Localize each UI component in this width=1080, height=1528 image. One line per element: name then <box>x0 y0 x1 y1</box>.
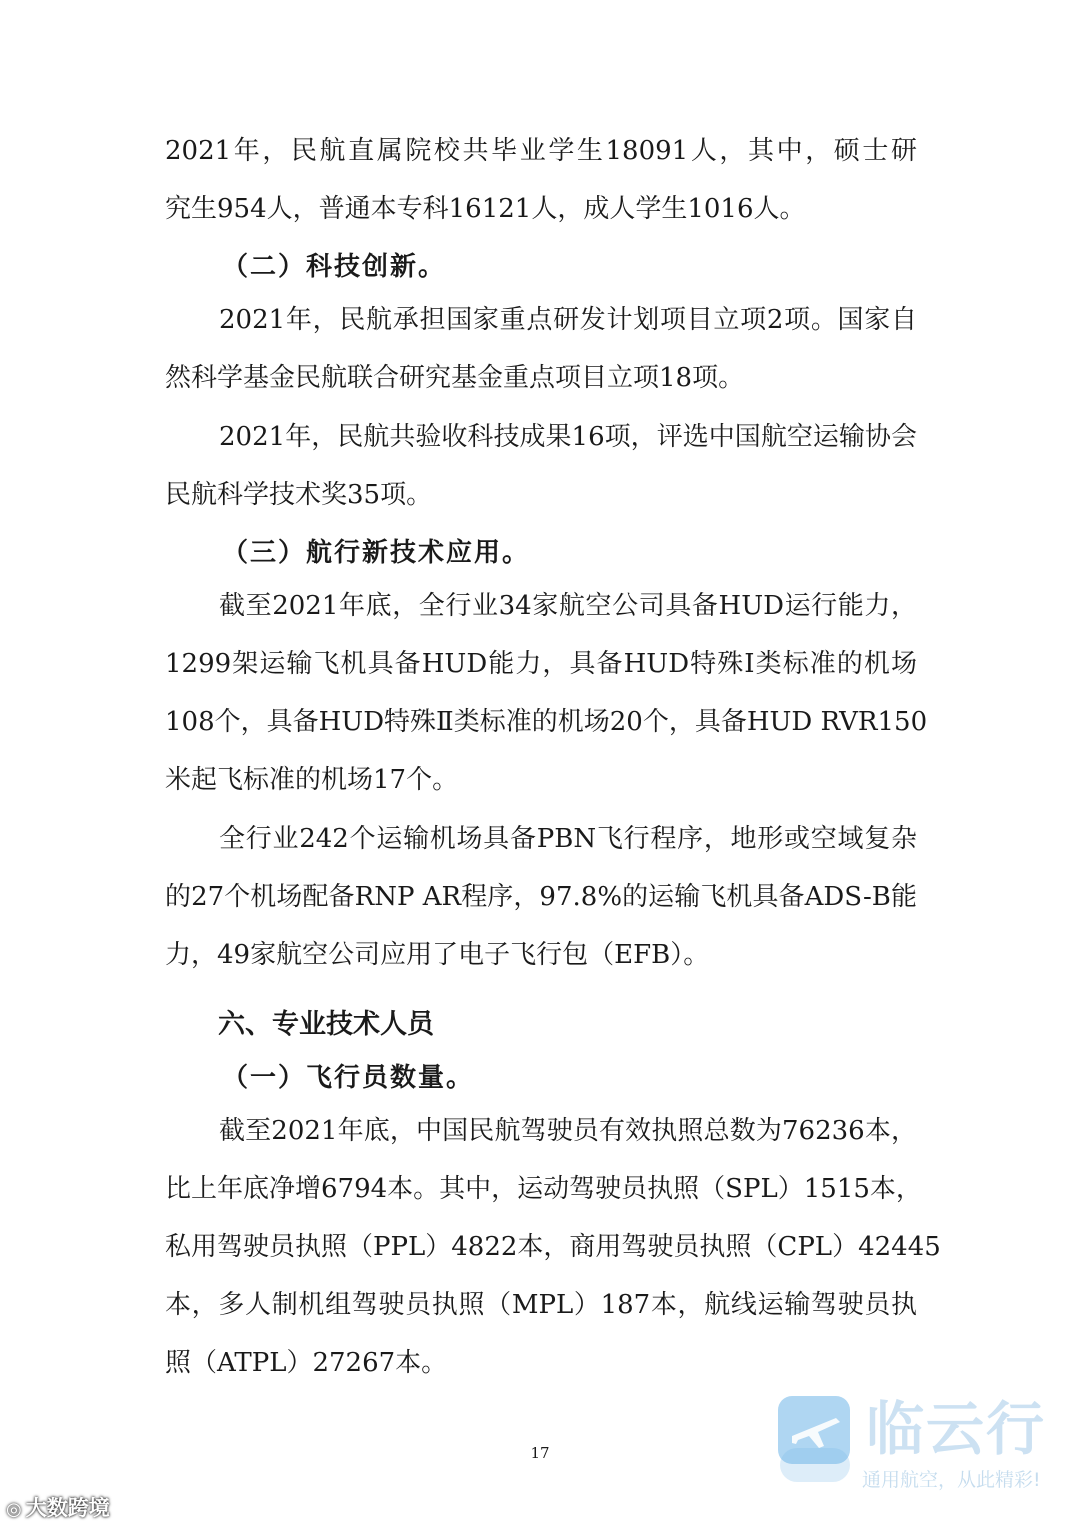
paragraph-line: 米起飞标准的机场17个。 <box>165 765 459 795</box>
paragraph-line: 2021年，民航共验收科技成果16项，评选中国航空运输协会 <box>219 422 917 452</box>
paragraph-line: 2021年，民航直属院校共毕业学生18091人，其中，硕士研 <box>165 136 917 166</box>
subheading-pilot-count: （一）飞行员数量。 <box>222 1063 475 1093</box>
paragraph-line: 力，49家航空公司应用了电子飞行包（EFB）。 <box>165 940 710 970</box>
paragraph-line: 民航科学技术奖35项。 <box>165 480 433 510</box>
paragraph-line: 的27个机场配备RNP AR程序，97.8%的运输飞机具备ADS-B能 <box>165 882 917 912</box>
paragraph-line: 全行业242个运输机场具备PBN飞行程序，地形或空域复杂 <box>219 824 917 854</box>
watermark-slogan: 通用航空，从此精彩! <box>862 1469 1041 1491</box>
watermark-title: 临云行 <box>866 1395 1047 1463</box>
paragraph-line: 照（ATPL）27267本。 <box>165 1348 448 1378</box>
paragraph-line: 比上年底净增6794本。其中，运动驾驶员执照（SPL）1515本， <box>165 1174 922 1204</box>
subheading-new-nav-tech: （三）航行新技术应用。 <box>222 538 531 568</box>
source-text: 大数跨境 <box>25 1496 110 1520</box>
weibo-icon: ◎ <box>6 1499 22 1520</box>
paragraph-line: 截至2021年底，中国民航驾驶员有效执照总数为76236本， <box>219 1116 917 1146</box>
paragraph-line: 私用驾驶员执照（PPL）4822本，商用驾驶员执照（CPL）42445 <box>165 1232 941 1262</box>
paragraph-line: 截至2021年底，全行业34家航空公司具备HUD运行能力， <box>219 591 917 621</box>
page-number: 17 <box>530 1444 550 1462</box>
airplane-logo-icon <box>778 1396 850 1464</box>
subheading-tech-innovation: （二）科技创新。 <box>222 252 447 282</box>
source-watermark <box>6 1494 110 1524</box>
paragraph-line: 本，多人制机组驾驶员执照（MPL）187本，航线运输驾驶员执 <box>165 1290 917 1320</box>
paragraph-line: 108个，具备HUD特殊Ⅱ类标准的机场20个，具备HUD RVR150 <box>165 707 928 737</box>
paragraph-line: 然科学基金民航联合研究基金重点项目立项18项。 <box>165 363 745 393</box>
paragraph-line: 究生954人，普通本专科16121人，成人学生1016人。 <box>165 194 806 224</box>
paragraph-line: 2021年，民航承担国家重点研发计划项目立项2项。国家自 <box>219 305 917 335</box>
paragraph-line: 1299架运输飞机具备HUD能力，具备HUD特殊Ⅰ类标准的机场 <box>165 649 917 679</box>
section-heading-professional-staff: 六、专业技术人员 <box>218 1009 434 1040</box>
